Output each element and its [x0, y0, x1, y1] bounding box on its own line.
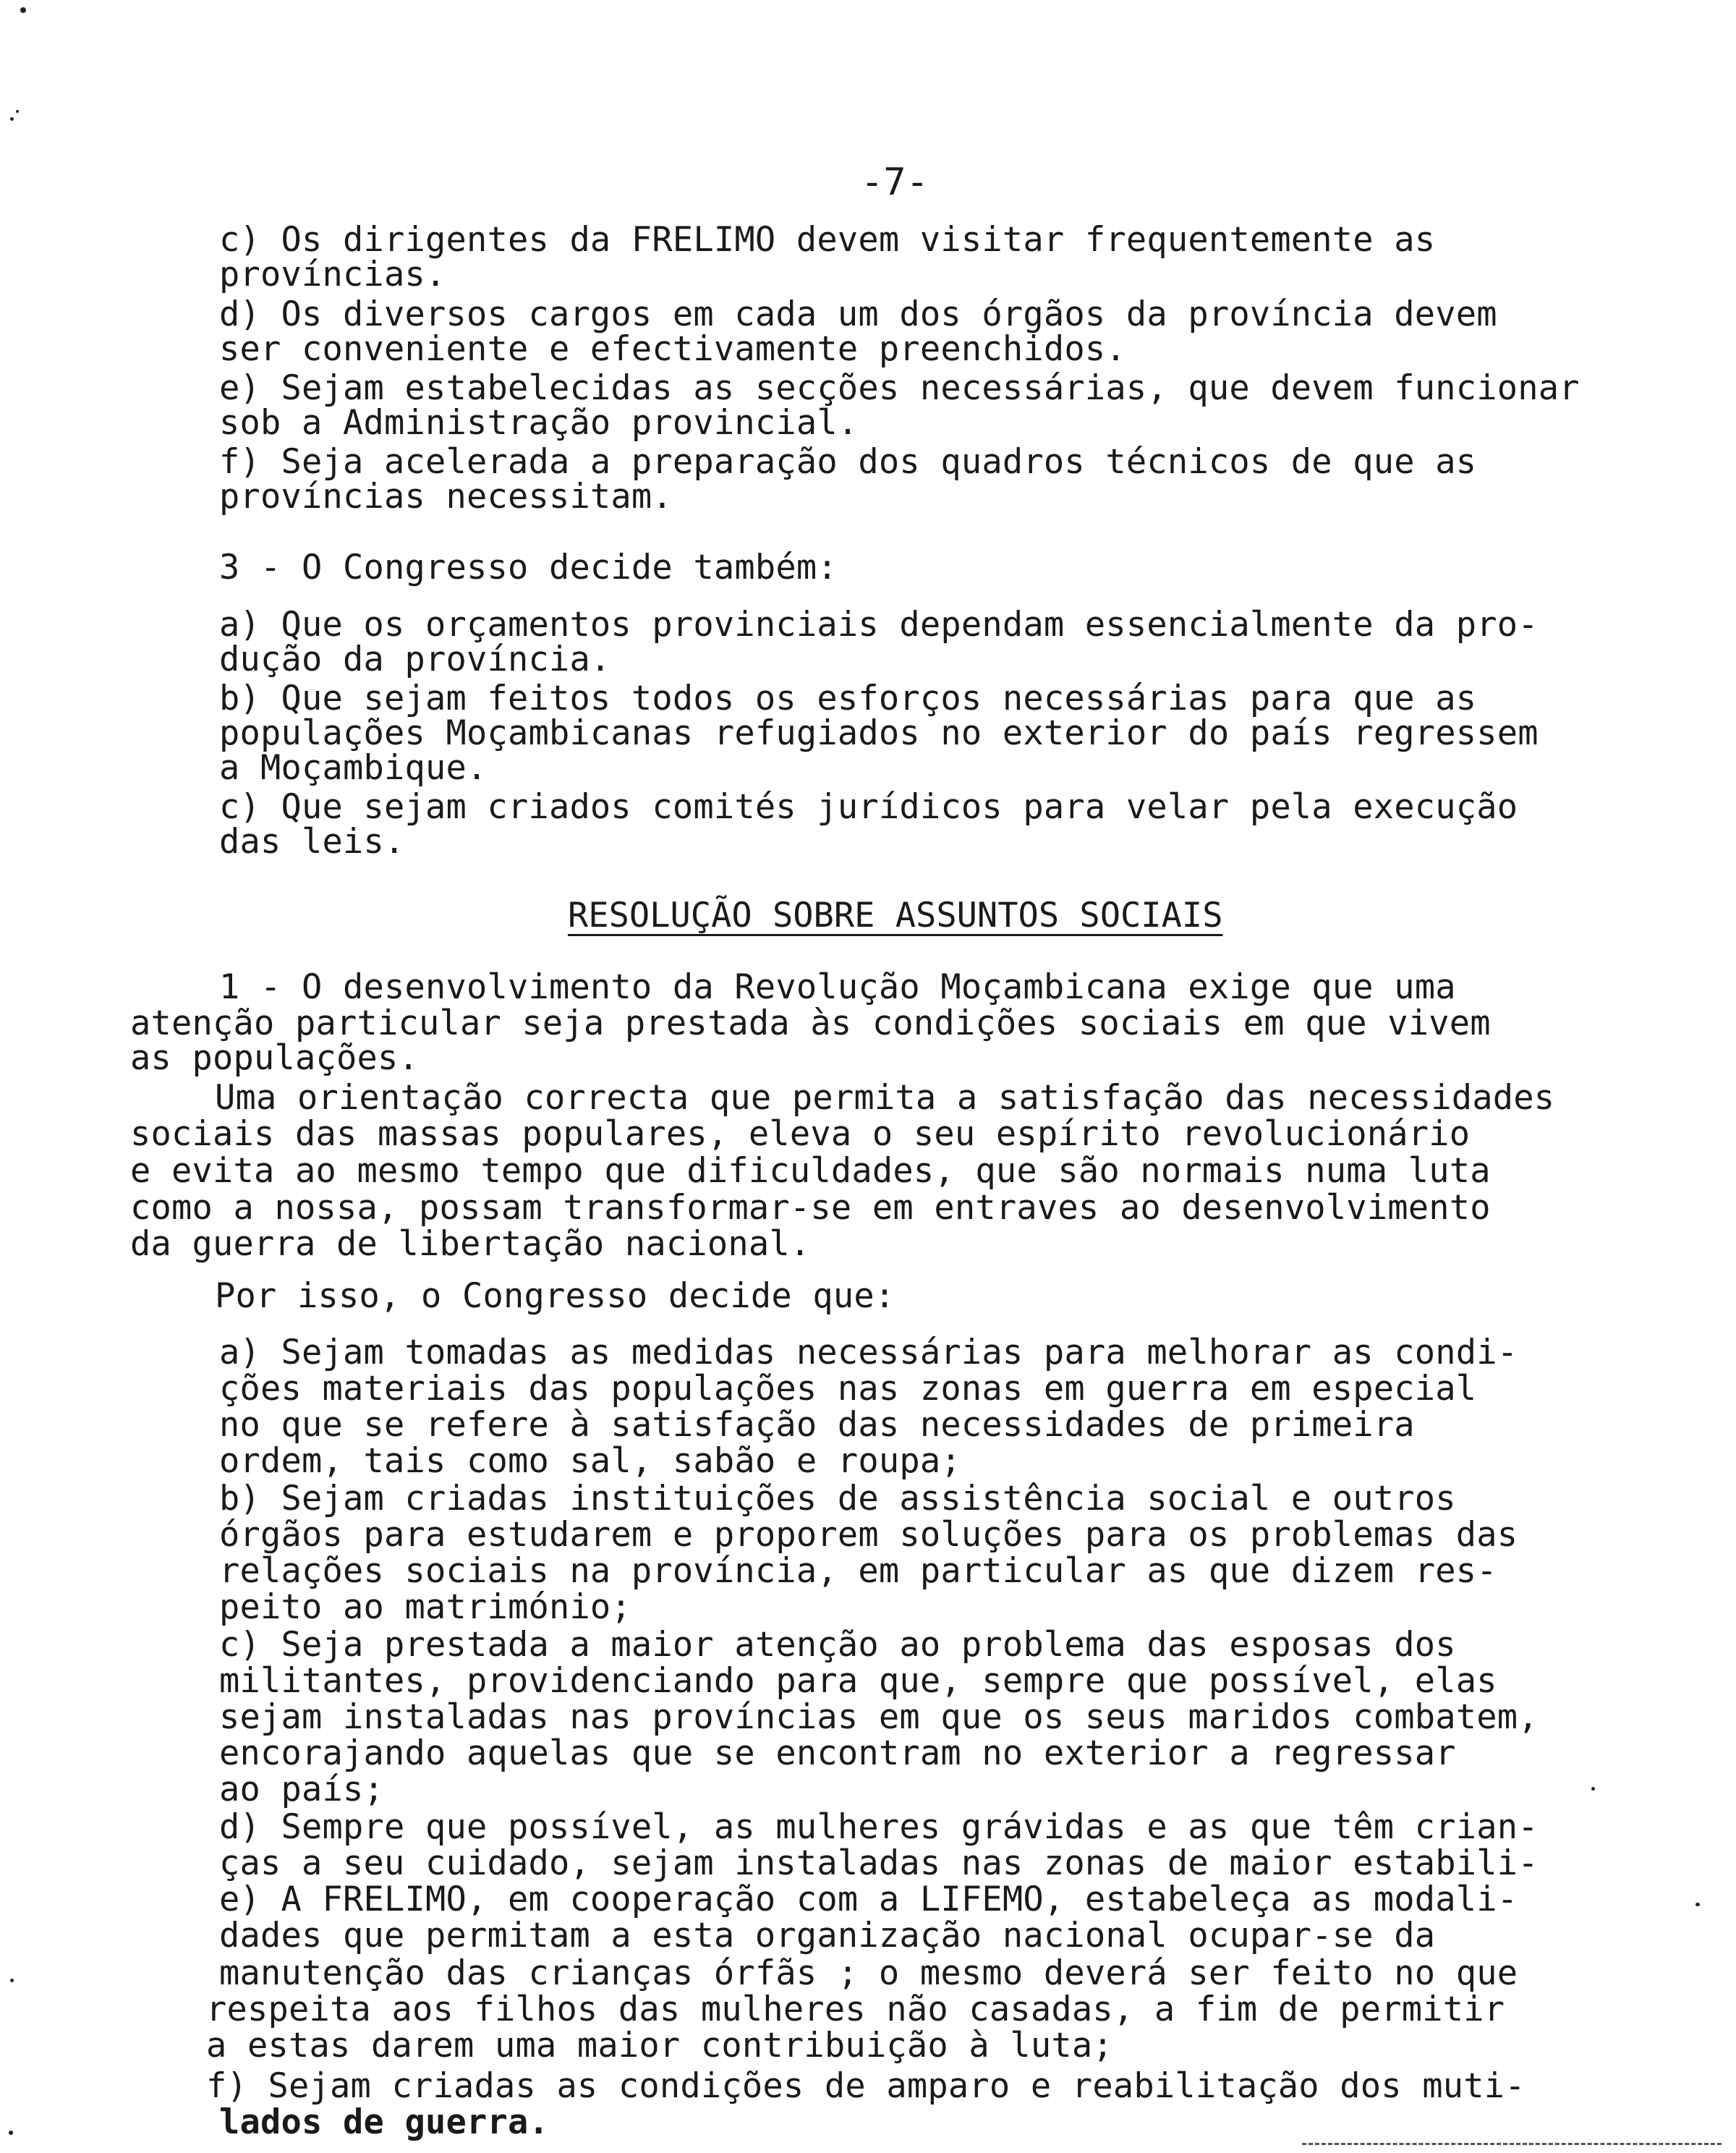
- page-number: -7-: [861, 161, 929, 204]
- text-line: c) Que sejam criados comités jurídicos para velar pela execução: [219, 787, 1518, 827]
- text-line: c) Seja prestada a maior atenção ao problema das esposas dos: [219, 1625, 1456, 1665]
- text-line: a Moçambique.: [219, 748, 488, 788]
- text-line: dução da província.: [219, 640, 611, 679]
- text-line: sociais das massas populares, eleva o seu espírito revolucionário: [130, 1114, 1471, 1154]
- text-line: e evita ao mesmo tempo que dificuldades, que são normais numa luta: [130, 1151, 1491, 1191]
- scan-speck: [9, 2131, 13, 2135]
- text-line: das leis.: [219, 822, 405, 862]
- text-line: lados de guerra.: [219, 2102, 549, 2142]
- text-line: a) Sejam tomadas as medidas necessárias para melhorar as condi-: [219, 1333, 1518, 1372]
- text-line: d) Sempre que possível, as mulheres grávidas e as que têm crian-: [219, 1807, 1539, 1847]
- text-line: c) Os dirigentes da FRELIMO devem visitar frequentemente as: [219, 220, 1436, 260]
- scan-speck: [20, 7, 26, 13]
- text-line: ser conveniente e efectivamente preenchidos.: [219, 329, 1126, 369]
- text-line: encorajando aquelas que se encontram no exterior a regressar: [219, 1733, 1456, 1773]
- text-line: e) Sejam estabelecidas as secções necessárias, que devem funcionar: [219, 368, 1580, 408]
- scan-speck: [1591, 1787, 1595, 1791]
- text-line: dades que permitam a esta organização nacional ocupar-se da: [219, 1916, 1436, 1955]
- text-line: Por isso, o Congresso decide que:: [215, 1276, 895, 1316]
- footer-dashed-rule: [1302, 2143, 1722, 2145]
- text-line: 3 - O Congresso decide também:: [219, 548, 838, 587]
- text-line: f) Sejam criadas as condições de amparo e reabilitação dos muti-: [206, 2066, 1526, 2106]
- text-line: Uma orientação correcta que permita a satisfação das necessidades: [215, 1078, 1555, 1118]
- text-line: da guerra de libertação nacional.: [130, 1224, 811, 1264]
- text-line: 1 - O desenvolvimento da Revolução Moçambicana exige que uma: [219, 967, 1456, 1007]
- text-line: respeita aos filhos das mulheres não casadas, a fim de permitir: [206, 1989, 1505, 2029]
- scan-speck: [16, 110, 19, 113]
- text-line: b) Sejam criadas instituições de assistência social e outros: [219, 1479, 1456, 1519]
- text-line: províncias necessitam.: [219, 477, 673, 517]
- text-line: atenção particular seja prestada às condições sociais em que vivem: [130, 1003, 1491, 1043]
- text-line: as populações.: [130, 1038, 419, 1078]
- scan-speck: [1695, 1903, 1700, 1906]
- text-line: peito ao matrimónio;: [219, 1587, 631, 1627]
- text-line: f) Seja acelerada a preparação dos quadros técnicos de que as: [219, 442, 1477, 482]
- text-line: d) Os diversos cargos em cada um dos órgãos da província devem: [219, 294, 1497, 334]
- text-line: no que se refere à satisfação das necessidades de primeira: [219, 1405, 1415, 1445]
- text-line: órgãos para estudarem e proporem soluções para os problemas das: [219, 1515, 1518, 1555]
- text-line: ças a seu cuidado, sejam instaladas nas zonas de maior estabili-: [219, 1843, 1539, 1883]
- text-line: a) Que os orçamentos provinciais dependam essencialmente da pro-: [219, 605, 1539, 645]
- section-heading: RESOLUÇÃO SOBRE ASSUNTOS SOCIAIS: [568, 896, 1223, 935]
- text-line: militantes, providenciando para que, sempre que possível, elas: [219, 1661, 1497, 1701]
- scan-speck: [10, 1979, 14, 1982]
- text-line: a estas darem uma maior contribuição à luta;: [206, 2026, 1113, 2065]
- text-line: manutenção das crianças órfãs ; o mesmo deverá ser feito no que: [219, 1953, 1518, 1993]
- text-line: sejam instaladas nas províncias em que os seus maridos combatem,: [219, 1697, 1539, 1737]
- text-line: relações sociais na província, em particular as que dizem res-: [219, 1551, 1497, 1591]
- text-line: b) Que sejam feitos todos os esforços necessárias para que as: [219, 679, 1477, 718]
- scan-speck: [10, 117, 14, 121]
- text-line: províncias.: [219, 255, 446, 294]
- text-line: como a nossa, possam transformar-se em entraves ao desenvolvimento: [130, 1188, 1491, 1228]
- text-line: populações Moçambicanas refugiados no exterior do país regressem: [219, 713, 1539, 753]
- text-line: ordem, tais como sal, sabão e roupa;: [219, 1441, 961, 1481]
- text-line: ao país;: [219, 1770, 384, 1809]
- text-line: sob a Administração provincial.: [219, 403, 859, 443]
- text-line: ções materiais das populações nas zonas em guerra em especial: [219, 1369, 1477, 1409]
- text-line: e) A FRELIMO, em cooperação com a LIFEMO, estabeleça as modali-: [219, 1880, 1518, 1919]
